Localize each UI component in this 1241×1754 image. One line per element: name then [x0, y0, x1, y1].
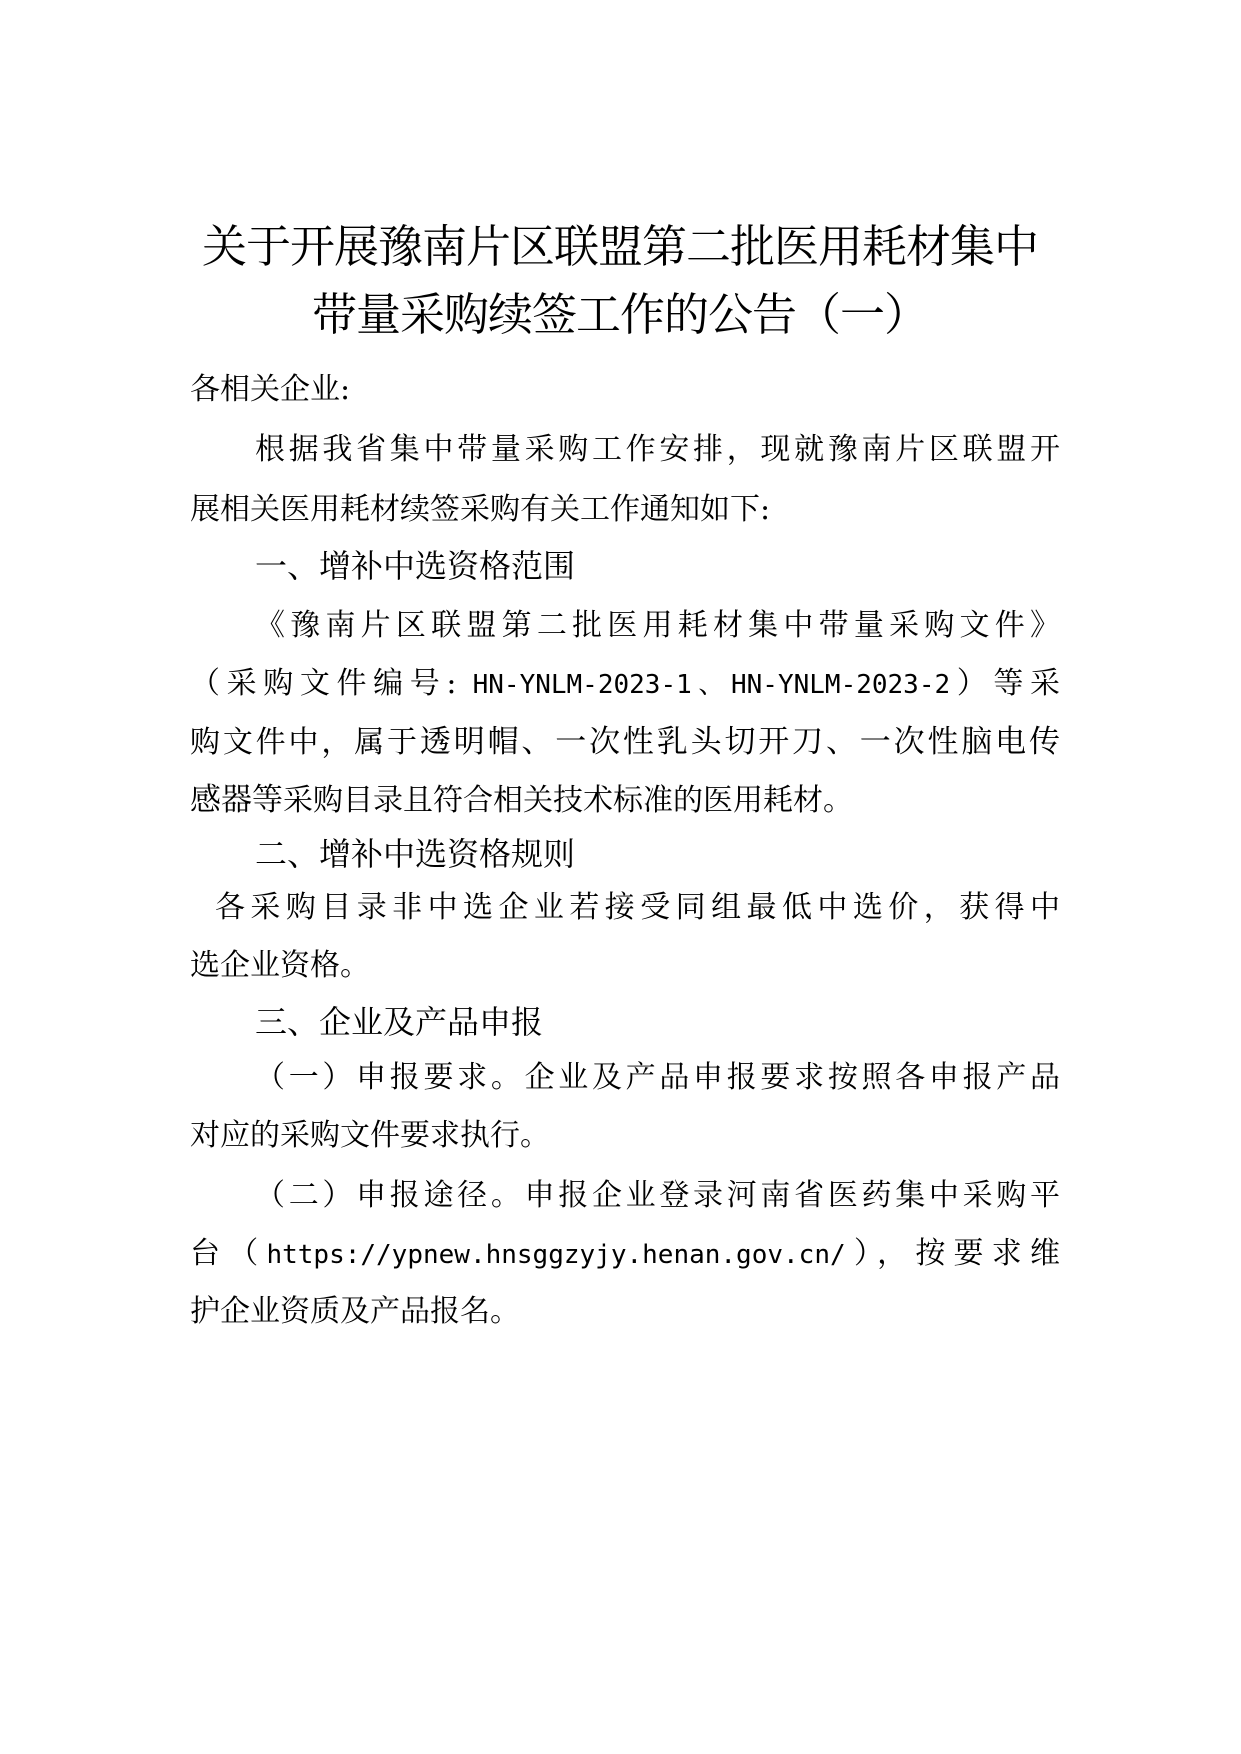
section-1-heading: 一、增补中选资格范围 — [255, 547, 576, 585]
section-1-line-3 — [190, 722, 1060, 763]
section-3-p2-line-2 — [190, 1234, 1060, 1275]
section-1-line-2 — [190, 664, 1060, 705]
section-3-heading: 三、企业及产品申报 — [255, 1003, 544, 1041]
section-2-heading: 二、增补中选资格规则 — [255, 835, 576, 873]
product-categories-highlight-end: 感器等 — [190, 782, 283, 818]
product-categories-highlight: 透明帽、一次性乳头切开刀、一次性脑电传 — [419, 724, 1061, 760]
section-3-p2-line-3: 护企业资质及产品报名。 — [190, 1294, 520, 1329]
section-3-p2-line-2-prefix: 台（ — [190, 1236, 267, 1271]
section-1-line-4 — [190, 780, 1060, 821]
salutation: 各相关企业: — [190, 372, 351, 407]
intro-line-2: 展相关医用耗材续签采购有关工作通知如下: — [190, 492, 771, 527]
procurement-document-codes: HN-YNLM-2023-1、HN-YNLM-2023-2 — [472, 670, 951, 700]
section-1-line-1: 《豫南片区联盟第二批医用耗材集中带量采购文件》 — [255, 608, 1060, 643]
intro-line-1: 根据我省集中带量采购工作安排，现就豫南片区联盟开 — [255, 432, 1060, 467]
section-1-line-3-prefix: 购文件中，属于 — [190, 725, 420, 760]
procurement-platform-url: https://ypnew.hnsggzyjy.henan.gov.cn/ — [266, 1240, 846, 1270]
section-3-p1-line-2: 对应的采购文件要求执行。 — [190, 1118, 550, 1153]
section-3-p2-line-1: （二）申报途径。申报企业登录河南省医药集中采购平 — [255, 1178, 1060, 1213]
document-title-line-1: 关于开展豫南片区联盟第二批医用耗材集中 — [201, 220, 1038, 273]
section-2-line-1: 各采购目录非中选企业若接受同组最低中选价，获得中 — [215, 890, 1060, 925]
document-title-line-2: 带量采购续签工作的公告（一） — [311, 288, 928, 341]
section-3-p2-line-2-suffix: ），按要求维 — [845, 1236, 1060, 1271]
section-2-line-2: 选企业资格。 — [190, 948, 370, 983]
section-3-p1-line-1: （一）申报要求。企业及产品申报要求按照各申报产品 — [255, 1060, 1060, 1095]
section-1-line-4-suffix: 采购目录且符合相关技术标准的医用耗材。 — [283, 783, 853, 818]
section-1-line-2-prefix: （采购文件编号: — [190, 666, 473, 701]
section-1-line-2-suffix: ）等采 — [950, 666, 1060, 701]
